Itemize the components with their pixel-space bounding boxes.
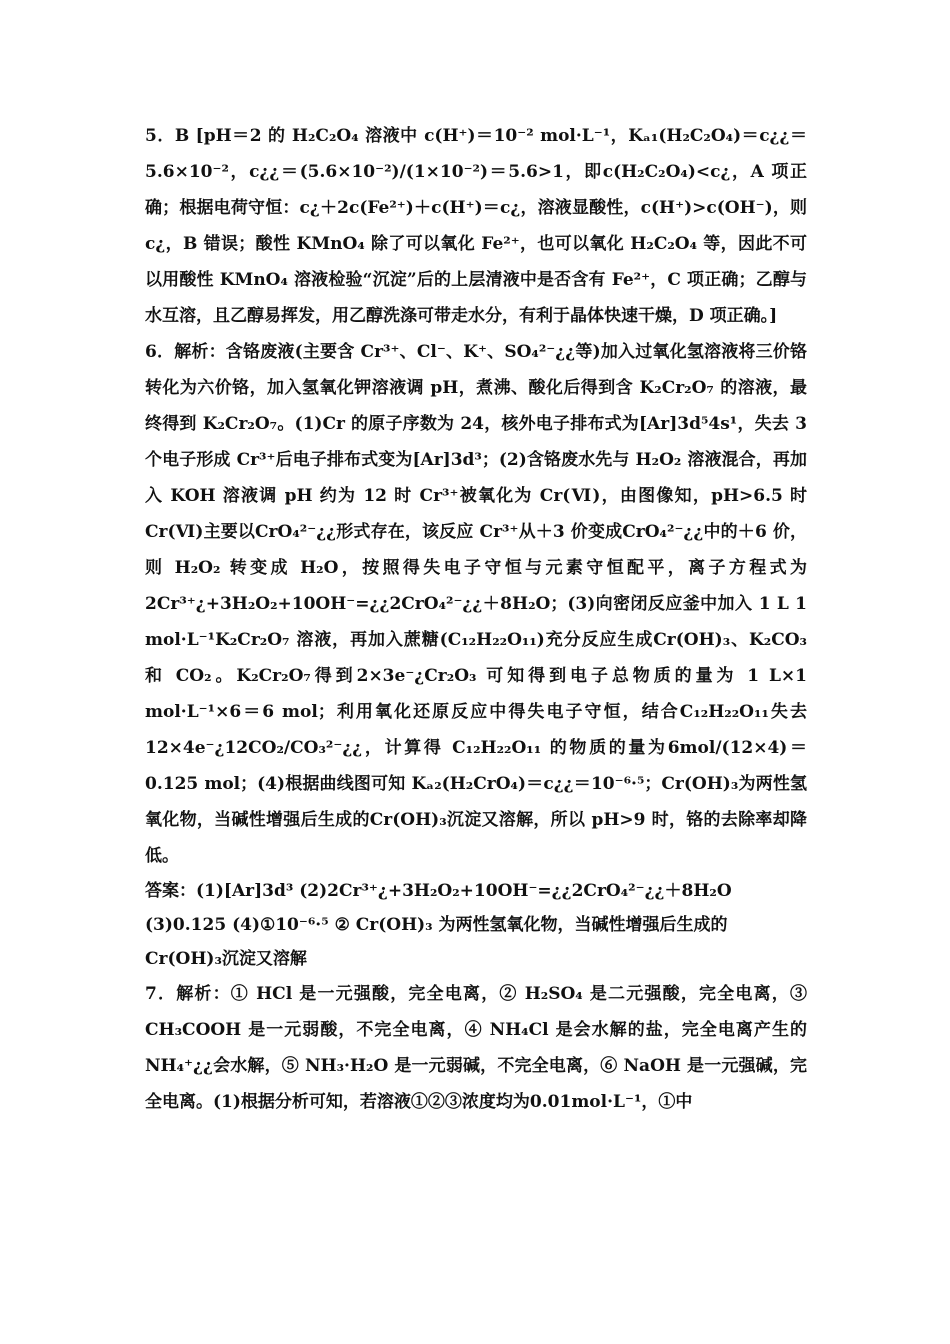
document-page xyxy=(145,118,807,1120)
answer-6-final-text2: (3)0.125 (4)①10⁻⁶·⁵ ② Cr(OH)₃ 为两性氢氧化物，当碱性增强后生成的 Cr(OH)₃沉淀又溶解 xyxy=(145,915,728,969)
answer-6-text: 6．解析：含铬废液(主要含 Cr³⁺、Cl⁻、K⁺、SO₄²⁻¿¿等)加入过氧化氢溶液将三价铬转化为六价铬，加入氢氧化钾溶液调 pH，煮沸、酸化后得到含 K₂Cr₂O₇ 的溶液，最终得到 K₂Cr₂O₇。(1)Cr 的原子序数为 24，核外电子排布式为[Ar]3d⁵4s¹，失去 3 个电子形成 Cr³⁺后电子排布式变为[Ar]3d³；(2)含铬废水先与 H₂O₂ 溶液混合，再加入 KOH 溶液调 pH 约为 12 时 Cr³⁺被氧化为 Cr(Ⅵ)，由图像知，pH>6.5 时 Cr(Ⅵ)主要以CrO₄²⁻¿¿形式存在，该反应 Cr³⁺从＋3 价变成CrO₄²⁻¿¿中的＋6 价，则 H₂O₂ 转变成 H₂O，按照得失电子守恒与元素守恒配平，离子方程式为2Cr³⁺¿+3H₂O₂+10OH⁻=¿¿2CrO₄²⁻¿¿＋8H₂O；(3)向密闭反应釜中加入 1 L 1 mol·L⁻¹K₂Cr₂O₇ 溶液，再加入蔗糖(C₁₂H₂₂O₁₁)充分反应生成Cr(OH)₃、K₂CO₃ 和 CO₂。K₂Cr₂O₇得到2×3e⁻¿Cr₂O₃ 可知得到电子总物质的量为 1 L×1 mol·L⁻¹×6＝6 mol；利用氧化还原反应中得失电子守恒，结合C₁₂H₂₂O₁₁失去12×4e⁻¿12CO₂/CO₃²⁻¿¿，计算得 C₁₂H₂₂O₁₁ 的物质的量为6mol/(12×4)＝0.125 mol；(4)根据曲线图可知 Kₐ₂(H₂CrO₄)＝c¿¿＝10⁻⁶·⁵；Cr(OH)₃为两性氢氧化物，当碱性增强后生成的Cr(OH)₃沉淀又溶解，所以 pH>9 时，铬的去除率却降低。 xyxy=(145,342,807,866)
answer-6-final-line1 xyxy=(145,874,807,908)
answer-6-paragraph xyxy=(145,334,807,874)
answer-5-paragraph xyxy=(145,118,807,334)
answer-6-final-line2 xyxy=(145,908,807,976)
answer-7-text: 7．解析：① HCl 是一元强酸，完全电离，② H₂SO₄ 是二元强酸，完全电离，③ CH₃COOH 是一元弱酸，不完全电离，④ NH₄Cl 是会水解的盐，完全电离产生的NH₄⁺¿¿会水解，⑤ NH₃·H₂O 是一元弱碱，不完全电离，⑥ NaOH 是一元强碱，完全电离。(1)根据分析可知，若溶液①②③浓度均为0.01mol·L⁻¹，①中 xyxy=(145,984,807,1112)
answer-7-paragraph xyxy=(145,976,807,1120)
answer-5-text: 5．B [pH＝2 的 H₂C₂O₄ 溶液中 c(H⁺)＝10⁻² mol·L⁻¹，Kₐ₁(H₂C₂O₄)＝c¿¿＝5.6×10⁻²，c¿¿＝(5.6×10⁻²)/(1×10⁻²)＝5.6>1，即c(H₂C₂O₄)<c¿，A 项正确；根据电荷守恒：c¿＋2c(Fe²⁺)＋c(H⁺)＝c¿，溶液显酸性，c(H⁺)>c(OH⁻)，则c¿，B 错误；酸性 KMnO₄ 除了可以氧化 Fe²⁺，也可以氧化 H₂C₂O₄ 等，因此不可以用酸性 KMnO₄ 溶液检验“沉淀”后的上层清液中是否含有 Fe²⁺，C 项正确；乙醇与水互溶，且乙醇易挥发，用乙醇洗涤可带走水分，有利于晶体快速干燥，D 项正确。] xyxy=(145,126,807,326)
answer-6-final-text1: 答案：(1)[Ar]3d³ (2)2Cr³⁺¿+3H₂O₂+10OH⁻=¿¿2CrO₄²⁻¿¿＋8H₂O xyxy=(145,881,732,901)
